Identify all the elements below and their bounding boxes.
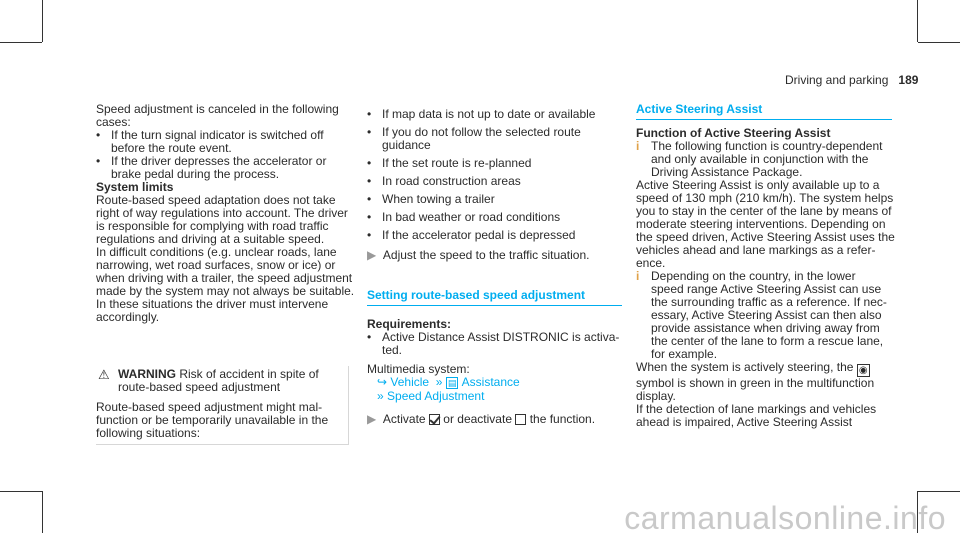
list-item: • When towing a trailer	[367, 192, 495, 206]
limits-line: Route-based speed adaptation does not take	[96, 193, 336, 207]
limits-line: In difficult conditions (e.g. unclear roads, lane	[96, 245, 337, 259]
crop-mark	[917, 0, 918, 42]
function-title: Function of Active Steering Assist	[636, 126, 831, 140]
list-item: • In bad weather or road conditions	[367, 210, 561, 224]
section-title: Setting route-based speed adjustment	[367, 288, 586, 302]
menu-path	[367, 390, 622, 403]
crop-mark	[42, 0, 43, 42]
crop-mark	[42, 491, 43, 533]
warning-title: WARNING	[118, 367, 176, 381]
list-item: • Active Distance Assist DISTRONIC is activa- ted.	[367, 330, 620, 357]
info-icon: i	[636, 139, 640, 153]
warning-body-line: function or be temporarily unavailable in the	[96, 413, 329, 427]
play-arrow-icon: ▶	[367, 248, 377, 262]
info-icon: i	[636, 269, 640, 283]
limits-line: right of way regulations into account. The driver	[96, 206, 348, 220]
list-item: • If you do not follow the selected route guidance	[367, 125, 581, 152]
section-rule	[636, 119, 892, 120]
play-arrow-icon: ▶	[367, 412, 377, 426]
intro-line: cases:	[96, 115, 131, 129]
crop-mark	[0, 491, 42, 492]
warning-body-line: Route-based speed adjustment might mal-	[96, 400, 323, 414]
list-item: • If the set route is re-planned	[367, 156, 532, 170]
page-number: 189	[898, 73, 919, 87]
requirements-label: Requirements:	[367, 317, 452, 331]
system-limits-title: System limits	[96, 180, 174, 194]
crop-mark	[918, 491, 960, 492]
warning-body-line: following situations:	[96, 426, 201, 440]
list-item: • If the driver depresses the accelerator or brake pedal during the process.	[96, 154, 327, 181]
limits-line: made by the system may not always be suitable.	[96, 284, 355, 298]
note: i Depending on the country, in the lower speed range Active Steering Assist can use the surrounding traffic as a reference. If nec- essary, Active Steering Assist can then also provide assistance when driving away from the center of the lane to form a rescue lane, for example.	[636, 269, 887, 361]
action-step: ▶ Activate or deactivate the function.	[367, 412, 596, 426]
warning-icon: ⚠	[98, 367, 110, 382]
section-name: Driving and parking	[785, 73, 889, 87]
car-icon: ▤	[447, 378, 457, 388]
limits-line: is responsible for complying with road traffic	[96, 219, 329, 233]
forward-chevron-icon: »	[435, 375, 443, 389]
intro-line: Speed adjustment is canceled in the following	[96, 102, 339, 116]
page-header	[785, 74, 918, 87]
action-step: ▶ Adjust the speed to the traffic situation.	[367, 248, 590, 262]
section-title: Active Steering Assist	[636, 102, 763, 116]
list-item: • If map data is not up to date or available	[367, 107, 596, 121]
checked-checkbox-icon[interactable]	[429, 414, 440, 425]
crop-mark	[0, 42, 42, 43]
limits-line: In these situations the driver must intervene	[96, 297, 329, 311]
multimedia-label: Multimedia system:	[367, 362, 470, 376]
watermark: carmanualsonline.info	[624, 500, 946, 536]
note: i The following function is country-dependent and only available in conjunction with the Driving Assistance Package.	[636, 139, 883, 179]
empty-checkbox-icon[interactable]	[515, 414, 526, 425]
limits-line: accordingly.	[96, 310, 160, 324]
crop-mark	[918, 42, 960, 43]
menu-item-assistance[interactable]: Assistance	[461, 375, 520, 389]
list-item: • If the accelerator pedal is depressed	[367, 228, 576, 242]
list-item: • If the turn signal indicator is switched off before the route event.	[96, 128, 324, 155]
steering-wheel-icon: ◉	[857, 364, 870, 377]
forward-chevron-icon: »	[377, 389, 384, 403]
limits-line: when driving with a trailer, the speed adjustment	[96, 271, 353, 285]
menu-path	[367, 376, 622, 390]
menu-item-speed-adjustment[interactable]: Speed Adjustment	[387, 389, 485, 403]
limits-line: regulations and driving at a suitable speed.	[96, 232, 325, 246]
limits-line: narrowing, wet road surfaces, snow or ice) or	[96, 258, 336, 272]
return-arrow-icon: ↪	[377, 375, 388, 389]
list-item: • In road construction areas	[367, 174, 521, 188]
menu-item-vehicle[interactable]: Vehicle	[390, 375, 430, 389]
section-rule	[367, 305, 622, 306]
